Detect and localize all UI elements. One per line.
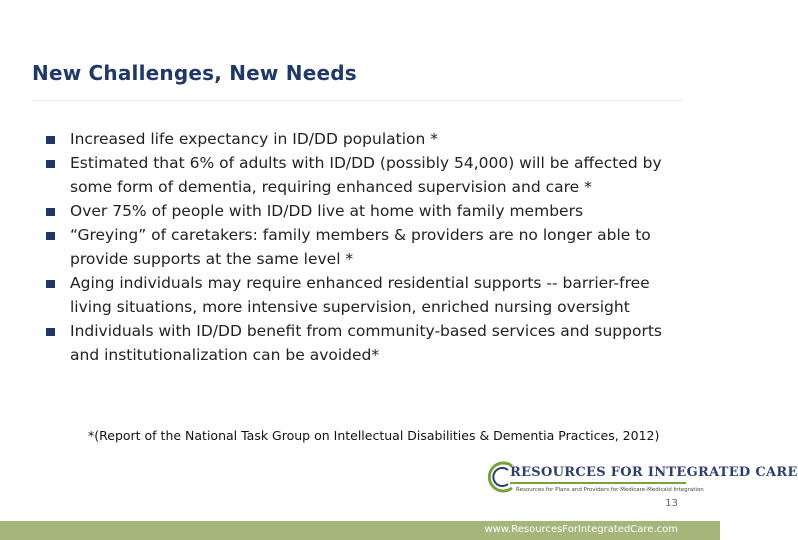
footer-bar: [0, 521, 720, 540]
logo-name: RESOURCES FOR INTEGRATED CARE: [510, 465, 798, 480]
resources-for-integrated-care-logo: [486, 462, 798, 502]
bullet-list: [46, 127, 686, 367]
bullet-item: [46, 127, 686, 151]
bullet-item: [46, 199, 686, 223]
citation: *(Report of the National Task Group on Intellectual Disabilities & Dementia Practices, 2012): [88, 428, 660, 443]
bullet-item: [46, 271, 686, 319]
square-bullet-icon: [46, 160, 55, 168]
bullet-text: Individuals with ID/DD benefit from community-based services and supports and institutionalization can be avoided*: [70, 322, 662, 364]
bullet-item: [46, 319, 686, 367]
square-bullet-icon: [46, 208, 55, 216]
bullet-text: “Greying” of caretakers: family members & providers are no longer able to provide supports at the same level *: [70, 226, 651, 268]
slide-title: New Challenges, New Needs: [32, 61, 357, 85]
logo-tagline: Resources for Plans and Providers for Medicare-Medicaid Integration: [516, 487, 704, 493]
square-bullet-icon: [46, 280, 55, 288]
square-bullet-icon: [46, 328, 55, 336]
bullet-item: [46, 223, 686, 271]
title-divider: [32, 100, 682, 101]
footer-url: www.ResourcesForIntegratedCare.com: [484, 524, 678, 535]
page-number: 13: [665, 498, 678, 509]
bullet-text: Estimated that 6% of adults with ID/DD (possibly 54,000) will be affected by some form of dementia, requiring enhanced supervision and care *: [70, 154, 662, 196]
square-bullet-icon: [46, 136, 55, 144]
bullet-item: [46, 151, 686, 199]
bullet-text: Over 75% of people with ID/DD live at home with family members: [70, 202, 584, 220]
logo-underline: [510, 482, 686, 484]
square-bullet-icon: [46, 232, 55, 240]
bullet-text: Increased life expectancy in ID/DD population *: [70, 130, 438, 148]
bullet-text: Aging individuals may require enhanced residential supports -- barrier-free living situations, more intensive supervision, enriched nursing oversight: [70, 274, 650, 316]
